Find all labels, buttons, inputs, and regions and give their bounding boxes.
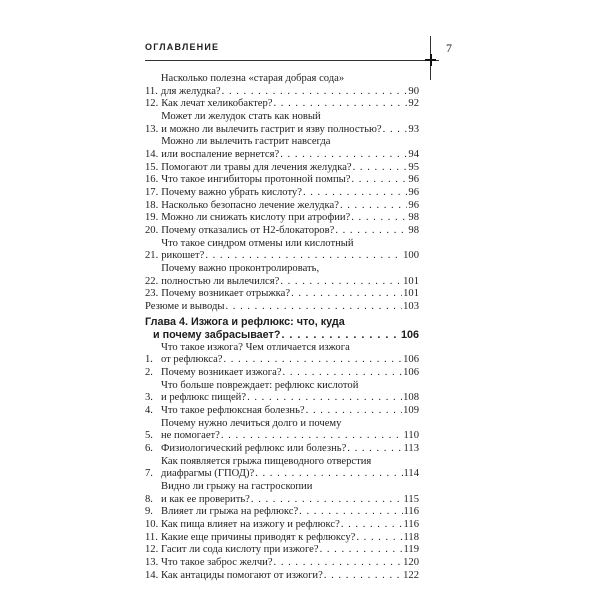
leader-dots (383, 124, 408, 137)
entry-page: 118 (403, 531, 419, 543)
entry-text: Можно ли снижать кислоту при атрофии? (161, 212, 351, 224)
toc-section-before (145, 73, 419, 313)
table-of-contents (145, 73, 419, 582)
entry-page: 95 (408, 161, 419, 173)
chapter-page: 106 (400, 329, 419, 342)
entry-text: Почему отказались от Н2-блокаторов? (161, 224, 335, 236)
entry-number: 12. (145, 98, 159, 110)
entry-text: полностью ли вылечился? (161, 275, 280, 287)
toc-entry (145, 380, 419, 405)
entry-page: 92 (408, 98, 419, 110)
leader-dots (255, 468, 402, 481)
entry-text: Что такое заброс желчи? (161, 556, 273, 568)
entry-number: 11. (145, 85, 158, 97)
toc-entry (145, 111, 419, 136)
entry-page: 106 (403, 354, 419, 366)
entry-page: 100 (403, 250, 419, 262)
entry-number: 4. (145, 405, 153, 417)
entry-number: 11. (145, 531, 158, 543)
toc-entry (145, 418, 419, 443)
entry-number: 14. (145, 148, 159, 160)
leader-dots (280, 149, 407, 162)
entry-text: Как лечат хеликобактер? (161, 98, 273, 110)
entry-number: 14. (145, 569, 159, 581)
entry-text: Резюме и выводы (145, 300, 225, 312)
toc-entry (145, 73, 419, 98)
toc-entry (145, 174, 419, 187)
entry-text: и как ее проверить? (161, 493, 250, 505)
entry-number: 2. (145, 367, 153, 379)
entry-text: Что такое ингибиторы протонной помпы? (161, 174, 351, 186)
entry-number: 19. (145, 212, 159, 224)
entry-number: 23. (145, 288, 159, 300)
entry-text: Видно ли грыжу на гастроскопии (161, 481, 313, 492)
leader-dots (347, 443, 402, 456)
leader-dots (356, 532, 402, 545)
entry-text: рикошет? (161, 250, 205, 262)
toc-entry (145, 481, 419, 506)
leader-dots (280, 276, 402, 289)
toc-section-after (145, 342, 419, 582)
entry-page: 110 (403, 430, 419, 442)
toc-entry (145, 212, 419, 225)
entry-text: Помогают ли травы для лечения желудка? (161, 161, 352, 173)
entry-number: 16. (145, 174, 159, 186)
toc-entry (145, 519, 419, 532)
entry-text: диафрагмы (ГПОД)? (161, 468, 255, 480)
entry-number: 5. (145, 430, 153, 442)
entry-text: Как пища влияет на изжогу и рефлюкс? (161, 518, 340, 530)
entry-page: 114 (403, 468, 419, 480)
entry-page: 106 (403, 367, 419, 379)
toc-entry (145, 443, 419, 456)
leader-dots (291, 288, 402, 301)
entry-text: Что такое изжога? Чем отличается изжога (161, 341, 350, 353)
entry-text: Почему нужно лечиться долго и почему (161, 417, 342, 429)
entry-number: 20. (145, 224, 159, 236)
entry-text: Может ли желудок стать как новый (161, 110, 321, 122)
entry-number: 10. (145, 518, 159, 530)
toc-entry (145, 367, 419, 380)
entry-page: 94 (408, 148, 419, 160)
entry-text: Гасит ли сода кислоту при изжоге? (161, 544, 319, 556)
entry-page: 96 (408, 186, 419, 198)
leader-dots (299, 506, 402, 519)
page-number: 7 (446, 41, 452, 55)
running-header: ОГЛАВЛЕНИЕ (145, 42, 220, 52)
toc-entry (145, 98, 419, 111)
entry-number: 3. (145, 392, 153, 404)
leader-dots (247, 392, 402, 405)
leader-dots (335, 225, 407, 238)
entry-page: 90 (408, 85, 419, 97)
entry-text: Физиологический рефлюкс или болезнь? (161, 443, 347, 455)
entry-page: 115 (403, 493, 419, 505)
toc-entry (145, 532, 419, 545)
entry-number: 6. (145, 443, 153, 455)
header-rule (145, 60, 439, 61)
chapter-heading (145, 316, 419, 341)
toc-entry (145, 557, 419, 570)
toc-entry (145, 162, 419, 175)
entry-page: 93 (408, 123, 419, 135)
entry-page: 109 (403, 405, 419, 417)
entry-number: 7. (145, 468, 153, 480)
entry-number: 9. (145, 506, 153, 518)
leader-dots (273, 98, 407, 111)
entry-page: 96 (408, 174, 419, 186)
entry-page: 98 (408, 224, 419, 236)
toc-entry (145, 456, 419, 481)
entry-text: Какие еще причины приводят к рефлюксу? (161, 531, 356, 543)
entry-text: от рефлюкса? (161, 354, 223, 366)
entry-page: 119 (403, 544, 419, 556)
entry-text: и можно ли вылечить гастрит и язву полностью? (161, 123, 382, 135)
entry-text: Насколько полезна «старая добрая сода» (160, 73, 345, 84)
leader-dots (353, 162, 408, 175)
toc-entry (145, 342, 419, 367)
entry-text: Насколько безопасно лечение желудка? (161, 199, 339, 211)
entry-page: 113 (403, 443, 419, 455)
entry-text: Как появляется грыжа пищеводного отверстия (161, 455, 372, 467)
entry-number: 17. (145, 186, 159, 198)
entry-text: Влияет ли грыжа на рефлюкс? (161, 506, 299, 518)
toc-entry (145, 544, 419, 557)
leader-dots (283, 367, 403, 380)
leader-dots (281, 329, 400, 342)
entry-text: Что такое синдром отмены или кислотный (161, 237, 354, 249)
leader-dots (352, 174, 408, 187)
leader-dots (205, 250, 402, 263)
entry-number: 22. (145, 275, 159, 287)
entry-text: или воспаление вернется? (161, 148, 280, 160)
plus-mark-vertical (430, 54, 432, 66)
entry-page: 103 (403, 300, 419, 312)
leader-dots (274, 557, 403, 570)
entry-number: 18. (145, 199, 159, 211)
entry-text: Почему важно проконтролировать, (161, 262, 320, 274)
entry-page: 98 (408, 212, 419, 224)
leader-dots (340, 200, 407, 213)
leader-dots (303, 187, 407, 200)
entry-number: 13. (145, 556, 159, 568)
toc-entry (145, 263, 419, 288)
entry-text: Почему возникает изжога? (161, 367, 282, 379)
leader-dots (225, 301, 402, 314)
entry-page: 122 (403, 569, 419, 581)
toc-entry (145, 187, 419, 200)
entry-page: 108 (403, 392, 419, 404)
entry-page: 96 (408, 199, 419, 211)
entry-text: не помогает? (161, 430, 220, 442)
toc-entry (145, 225, 419, 238)
toc-entry (145, 506, 419, 519)
entry-number: 13. (145, 123, 159, 135)
toc-entry (145, 200, 419, 213)
leader-dots (320, 544, 403, 557)
entry-number: 12. (145, 544, 159, 556)
toc-entry (145, 301, 419, 314)
entry-text: Что такое рефлюксная болезнь? (161, 405, 305, 417)
entry-text: Что больше повреждает: рефлюкс кислотой (161, 379, 359, 391)
entry-page: 116 (403, 506, 419, 518)
leader-dots (306, 405, 402, 418)
toc-entry (145, 238, 419, 263)
leader-dots (324, 570, 402, 583)
entry-number: 15. (145, 161, 159, 173)
toc-entry (145, 570, 419, 583)
entry-number: 21. (145, 250, 159, 262)
leader-dots (221, 430, 403, 443)
entry-page: 116 (403, 518, 419, 530)
toc-entry (145, 288, 419, 301)
leader-dots (341, 519, 403, 532)
entry-text: Почему возникает отрыжка? (161, 288, 291, 300)
entry-text: для желудка? (160, 85, 221, 97)
entry-number: 8. (145, 493, 153, 505)
entry-number: 1. (145, 354, 153, 366)
entry-page: 101 (403, 288, 419, 300)
toc-entry (145, 405, 419, 418)
entry-text: Как антациды помогают от изжоги? (161, 569, 323, 581)
entry-text: Почему важно убрать кислоту? (161, 186, 302, 198)
entry-page: 120 (403, 556, 419, 568)
entry-text: Можно ли вылечить гастрит навсегда (161, 136, 331, 148)
leader-dots (223, 354, 402, 367)
chapter-title-line-1: Глава 4. Изжога и рефлюкс: что, куда (145, 316, 345, 329)
entry-text: и рефлюкс пищей? (161, 392, 247, 404)
chapter-title-line-2: и почему забрасывает? (153, 329, 281, 342)
leader-dots (351, 212, 407, 225)
leader-dots (222, 86, 408, 99)
leader-dots (251, 494, 403, 507)
entry-page: 101 (403, 275, 419, 287)
toc-entry (145, 136, 419, 161)
